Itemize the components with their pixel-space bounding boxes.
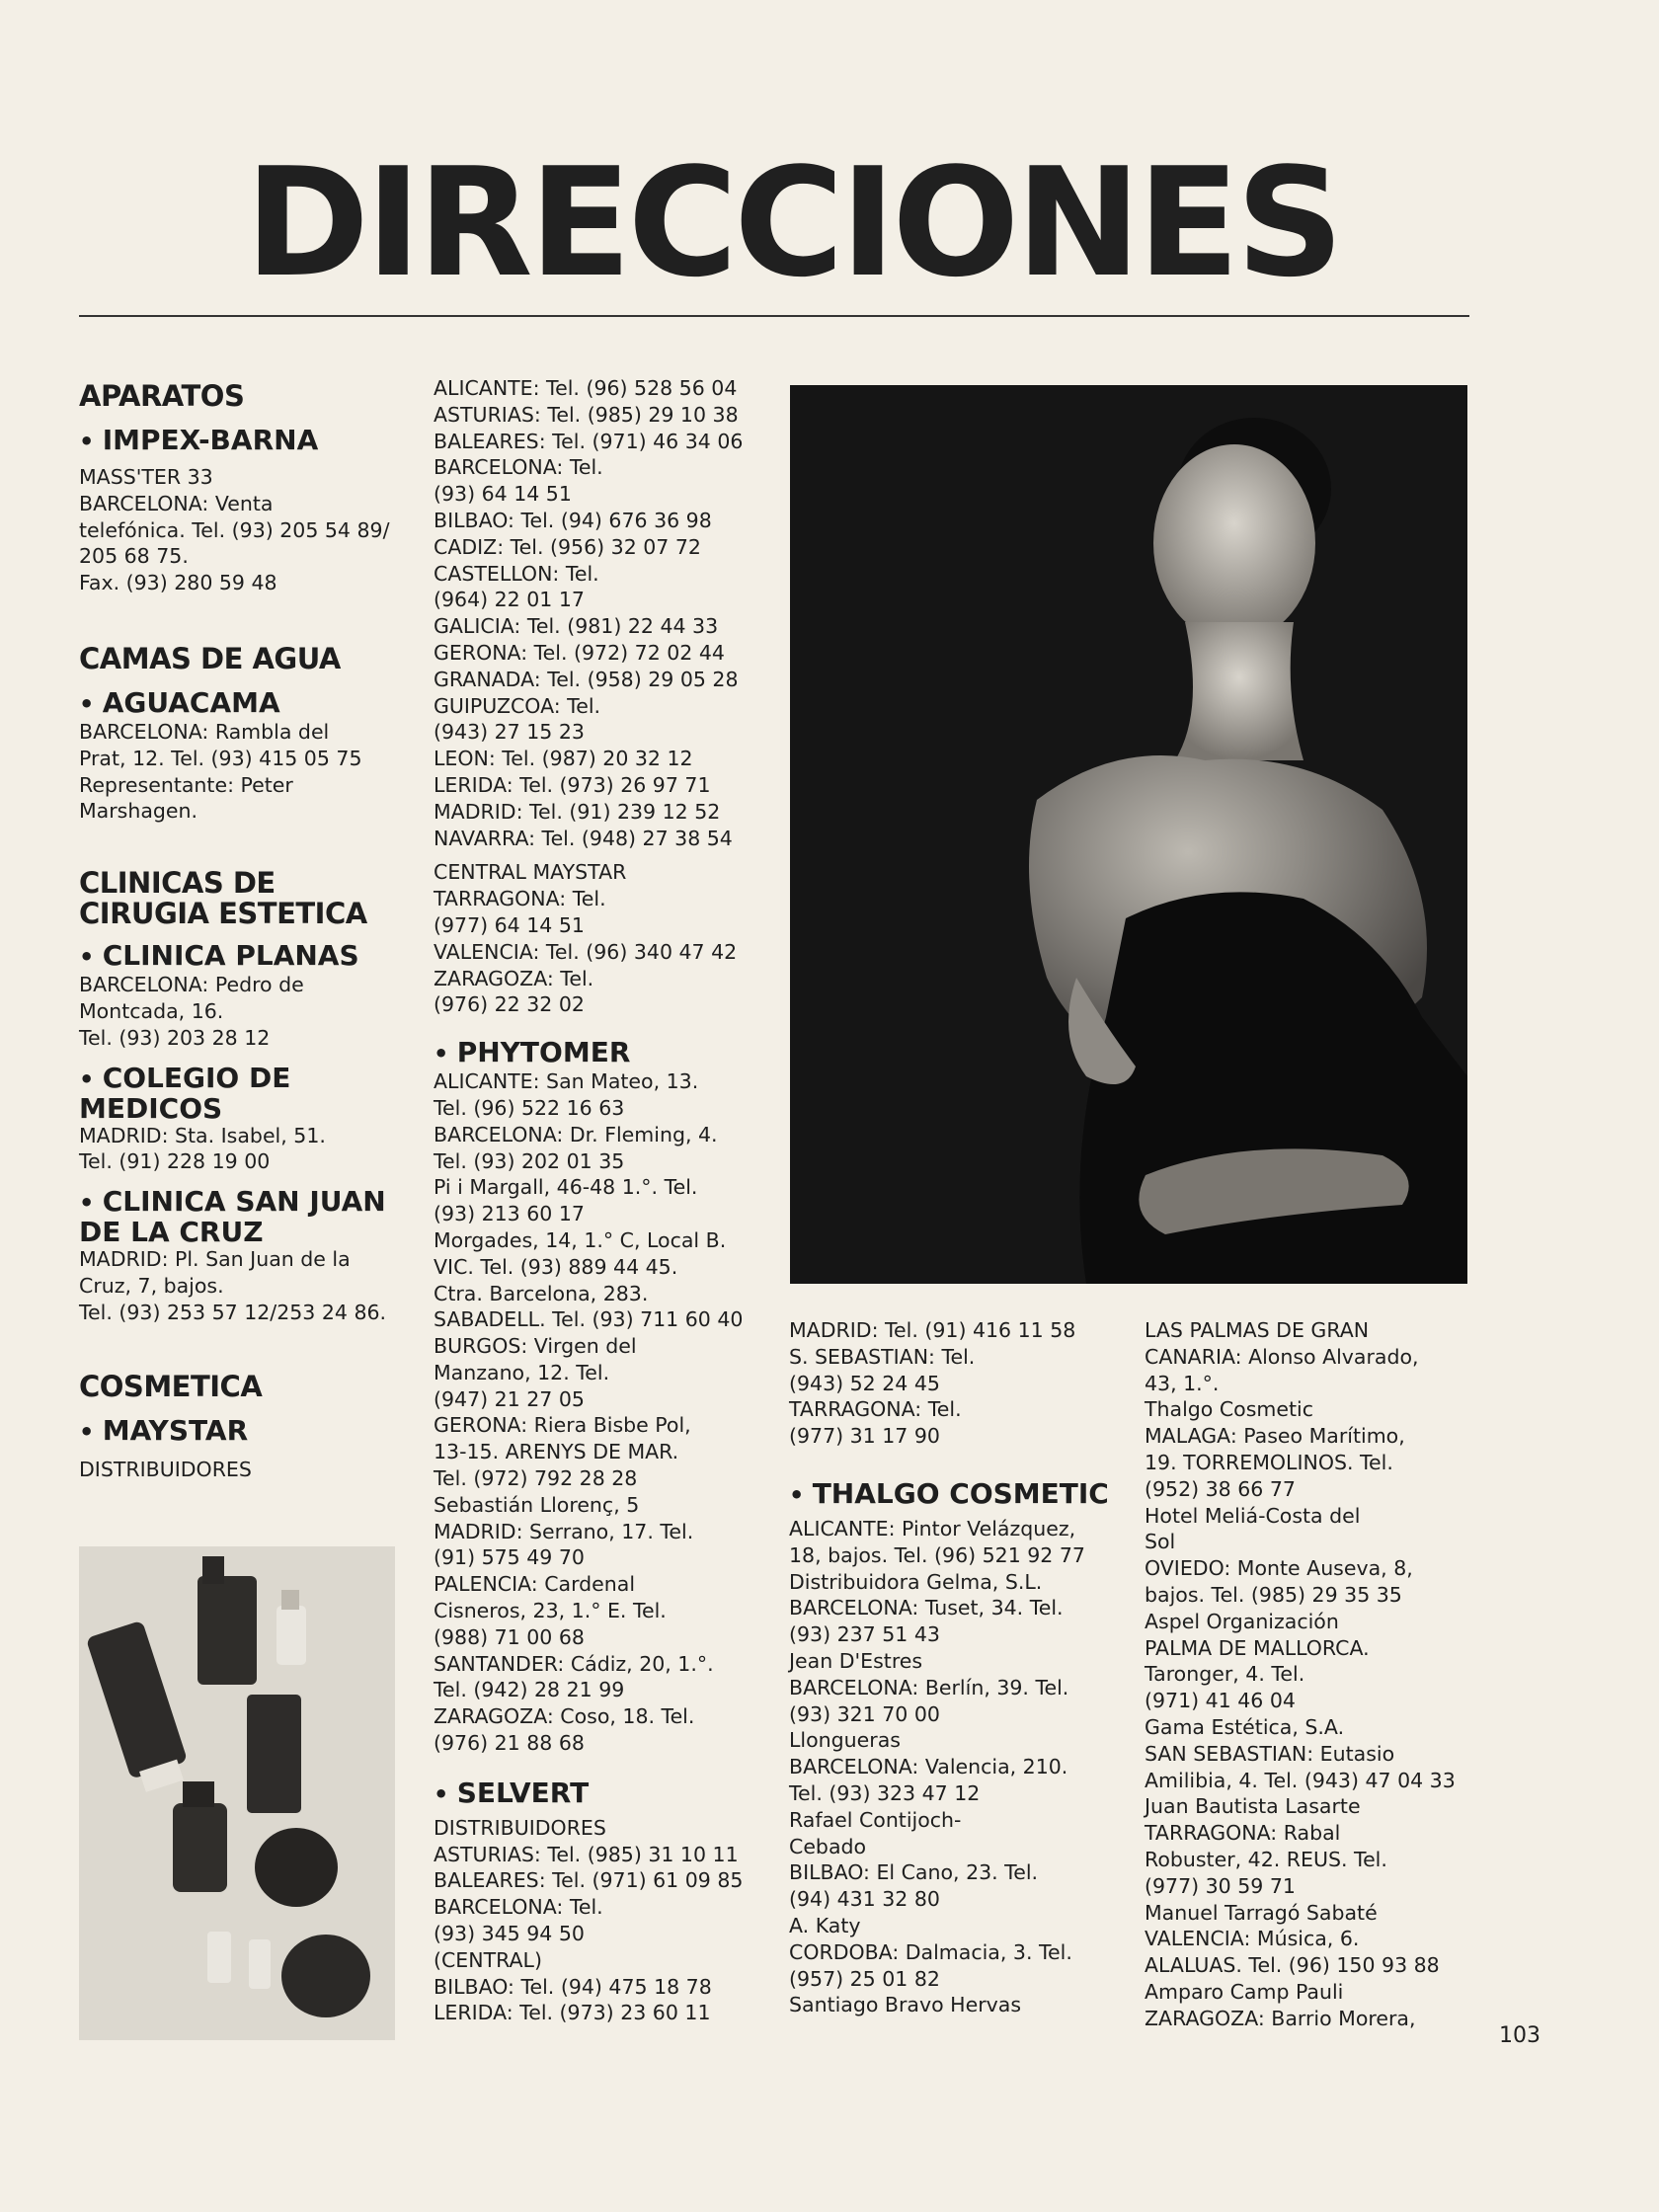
section-heading-cirugia: CIRUGIA ESTETICA — [79, 897, 367, 931]
col4-entry-line: (971) 41 46 04 — [1145, 1689, 1296, 1713]
maystar-entry-line: CASTELLON: Tel. — [434, 561, 599, 586]
col4-entry-line: OVIEDO: Monte Auseva, 8, — [1145, 1556, 1413, 1581]
maystar-entry-line: GERONA: Tel. (972) 72 02 44 — [434, 640, 725, 665]
col4-entry-line: SAN SEBASTIAN: Eutasio — [1145, 1741, 1395, 1766]
thalgo-entry-line: (93) 321 70 00 — [789, 1701, 940, 1726]
brand-colegio-de-medicos: • COLEGIO DE — [79, 1064, 390, 1094]
col4-entry-line: TARRAGONA: Rabal — [1145, 1821, 1341, 1846]
entry-line: Representante: Peter — [79, 772, 293, 797]
entry-line: Marshagen. — [79, 799, 198, 824]
entry-line: Tel. (91) 228 19 00 — [79, 1149, 271, 1174]
brand-impex-barna: • IMPEX-BARNA — [79, 426, 390, 456]
maystar-entry-line: GALICIA: Tel. (981) 22 44 33 — [434, 614, 719, 639]
col4-entry-line: (977) 30 59 71 — [1145, 1873, 1296, 1898]
selvert-entry-line: BILBAO: Tel. (94) 475 18 78 — [434, 1974, 712, 1999]
entry-line: Tel. (93) 253 57 12/253 24 86. — [79, 1300, 387, 1324]
thalgo-entry-line: CORDOBA: Dalmacia, 3. Tel. — [789, 1939, 1072, 1964]
maystar-entry-line: LEON: Tel. (987) 20 32 12 — [434, 747, 693, 771]
maystar-entry-line: MADRID: Tel. (91) 239 12 52 — [434, 799, 721, 824]
section-heading-cosmetica: COSMETICA — [79, 1369, 263, 1403]
col3-entry-line: MADRID: Tel. (91) 416 11 58 — [789, 1318, 1076, 1342]
central-entry-line: VALENCIA: Tel. (96) 340 47 42 — [434, 939, 738, 964]
brand-maystar: • MAYSTAR — [79, 1416, 390, 1447]
phytomer-entry-line: VIC. Tel. (93) 889 44 45. — [434, 1254, 678, 1279]
central-entry-line: ZARAGOZA: Tel. — [434, 966, 594, 990]
maystar-entry-line: (943) 27 15 23 — [434, 720, 585, 745]
phytomer-entry-line: Sebastián Llorenç, 5 — [434, 1492, 640, 1517]
portrait-photo — [790, 385, 1467, 1284]
col4-entry-line: 19. TORREMOLINOS. Tel. — [1145, 1450, 1393, 1474]
col4-entry-line: 43, 1.°. — [1145, 1371, 1220, 1395]
brand-clinica-san-juan-cont: DE LA CRUZ — [79, 1216, 264, 1249]
entry-line: telefónica. Tel. (93) 205 54 89/ — [79, 517, 390, 542]
thalgo-entry-line: BARCELONA: Berlín, 39. Tel. — [789, 1675, 1069, 1699]
col4-entry-line: PALMA DE MALLORCA. — [1145, 1635, 1370, 1660]
col4-entry-line: Thalgo Cosmetic — [1145, 1397, 1313, 1422]
central-entry-line: (977) 64 14 51 — [434, 912, 585, 937]
phytomer-entry-line: Tel. (96) 522 16 63 — [434, 1095, 625, 1120]
maystar-entry-line: NAVARRA: Tel. (948) 27 38 54 — [434, 826, 733, 850]
column-3 — [789, 1317, 1109, 2018]
col4-entry-line: VALENCIA: Música, 6. — [1145, 1927, 1360, 1951]
selvert-entry-line: BALEARES: Tel. (971) 61 09 85 — [434, 1868, 744, 1893]
col4-entry-line: Juan Bautista Lasarte — [1145, 1794, 1361, 1819]
col4-entry-line: bajos. Tel. (985) 29 35 35 — [1145, 1582, 1402, 1607]
phytomer-entry-line: Manzano, 12. Tel. — [434, 1360, 610, 1384]
phytomer-entry-line: Tel. (972) 792 28 28 — [434, 1466, 638, 1491]
col4-entry-line: ALALUAS. Tel. (96) 150 93 88 — [1145, 1953, 1440, 1978]
entry-line: 205 68 75. — [79, 544, 189, 569]
maystar-distribuidores: DISTRIBUIDORES — [79, 1457, 252, 1481]
col3-entry-line: S. SEBASTIAN: Tel. — [789, 1344, 976, 1369]
brand-phytomer: • PHYTOMER — [434, 1038, 743, 1068]
maystar-entry-line: LERIDA: Tel. (973) 26 97 71 — [434, 772, 711, 797]
column-2 — [434, 375, 743, 2026]
central-entry-line: TARRAGONA: Tel. — [434, 887, 606, 911]
phytomer-entry-line: Tel. (93) 202 01 35 — [434, 1148, 625, 1173]
thalgo-entry-line: BARCELONA: Tuset, 34. Tel. — [789, 1596, 1064, 1620]
thalgo-entry-line: Tel. (93) 323 47 12 — [789, 1780, 981, 1805]
thalgo-entry-line: (94) 431 32 80 — [789, 1887, 940, 1912]
phytomer-entry-line: Tel. (942) 28 21 99 — [434, 1678, 625, 1702]
phytomer-entry-line: MADRID: Serrano, 17. Tel. — [434, 1519, 694, 1543]
entry-line: BARCELONA: Pedro de — [79, 973, 304, 997]
phytomer-entry-line: Pi i Margall, 46-48 1.°. Tel. — [434, 1175, 698, 1200]
selvert-entry-line: (93) 345 94 50 — [434, 1922, 585, 1946]
phytomer-entry-line: ALICANTE: San Mateo, 13. — [434, 1069, 699, 1094]
thalgo-entry-line: ALICANTE: Pintor Velázquez, — [789, 1516, 1076, 1540]
thalgo-entry-line: BARCELONA: Valencia, 210. — [789, 1755, 1068, 1779]
phytomer-entry-line: ZARAGOZA: Coso, 18. Tel. — [434, 1704, 695, 1729]
col3-entry-line: TARRAGONA: Tel. — [789, 1397, 962, 1422]
phytomer-entry-line: Ctra. Barcelona, 283. — [434, 1281, 649, 1305]
aparatos-entry — [79, 464, 390, 596]
section-heading-clinicas: CLINICAS DE — [79, 866, 276, 901]
central-entry-line: (976) 22 32 02 — [434, 992, 585, 1017]
maystar-entry-line: (964) 22 01 17 — [434, 588, 585, 612]
col4-entry-line: Robuster, 42. REUS. Tel. — [1145, 1847, 1387, 1871]
thalgo-entry-line: Cebado — [789, 1834, 867, 1858]
selvert-entry-line: BARCELONA: Tel. — [434, 1895, 603, 1920]
col3-entry-line: (977) 31 17 90 — [789, 1424, 940, 1449]
brand-clinica-san-juan: • CLINICA SAN JUAN — [79, 1187, 390, 1218]
col4-entry-line: LAS PALMAS DE GRAN — [1145, 1318, 1370, 1342]
col4-entry-line: Amilibia, 4. Tel. (943) 47 04 33 — [1145, 1768, 1456, 1792]
section-heading-camas-de-agua: CAMAS DE AGUA — [79, 641, 341, 675]
entry-line: MADRID: Sta. Isabel, 51. — [79, 1123, 326, 1147]
maystar-entry-line: CADIZ: Tel. (956) 32 07 72 — [434, 534, 701, 559]
selvert-entry-line: ASTURIAS: Tel. (985) 31 10 11 — [434, 1842, 739, 1866]
entry-line: Prat, 12. Tel. (93) 415 05 75 — [79, 746, 362, 770]
cosmetic-products-photo — [79, 1546, 395, 2040]
phytomer-entry-line: (988) 71 00 68 — [434, 1624, 585, 1649]
phytomer-entry-line: PALENCIA: Cardenal — [434, 1572, 636, 1597]
entry-line: BARCELONA: Venta — [79, 491, 274, 515]
maystar-entry-line: ASTURIAS: Tel. (985) 29 10 38 — [434, 402, 739, 427]
thalgo-entry-line: Jean D'Estres — [789, 1648, 923, 1673]
maystar-entry-line: BALEARES: Tel. (971) 46 34 06 — [434, 429, 744, 453]
entry-line: Cruz, 7, bajos. — [79, 1273, 224, 1298]
phytomer-entry-line: SANTANDER: Cádiz, 20, 1.°. — [434, 1651, 714, 1676]
brand-selvert: • SELVERT — [434, 1778, 743, 1809]
thalgo-entry-line: (93) 237 51 43 — [789, 1622, 940, 1647]
col4-entry-line: CANARIA: Alonso Alvarado, — [1145, 1344, 1419, 1369]
thalgo-entry-line: A. Katy — [789, 1913, 861, 1937]
phytomer-entry-line: Morgades, 14, 1.° C, Local B. — [434, 1227, 727, 1252]
brand-clinica-planas: • CLINICA PLANAS — [79, 941, 390, 972]
entry-line: BARCELONA: Rambla del — [79, 719, 330, 744]
phytomer-entry-line: GERONA: Riera Bisbe Pol, — [434, 1413, 691, 1438]
brand-thalgo-cosmetic: • THALGO COSMETIC — [789, 1479, 1109, 1510]
thalgo-entry-line: Llongueras — [789, 1728, 901, 1753]
maystar-entry-line: BILBAO: Tel. (94) 676 36 98 — [434, 508, 712, 532]
phytomer-entry-line: 13-15. ARENYS DE MAR. — [434, 1440, 679, 1464]
phytomer-entry-line: BARCELONA: Dr. Fleming, 4. — [434, 1122, 718, 1146]
col4-entry-line: Amparo Camp Pauli — [1145, 1979, 1344, 2004]
col4-entry-line: ZARAGOZA: Barrio Morera, — [1145, 2006, 1416, 2030]
phytomer-entry-line: (947) 21 27 05 — [434, 1386, 585, 1411]
phytomer-entry-line: (976) 21 88 68 — [434, 1731, 585, 1756]
phytomer-entry-line: BURGOS: Virgen del — [434, 1334, 637, 1359]
page-number: 103 — [1499, 2023, 1540, 2048]
selvert-entry-line: DISTRIBUIDORES — [434, 1815, 606, 1840]
entry-line: MASS'TER 33 — [79, 465, 213, 489]
maystar-entry-line: GRANADA: Tel. (958) 29 05 28 — [434, 667, 739, 691]
col4-entry-line: Sol — [1145, 1530, 1176, 1554]
phytomer-entry-line: (91) 575 49 70 — [434, 1545, 585, 1570]
maystar-entry-line: (93) 64 14 51 — [434, 482, 572, 507]
camas-entry — [79, 719, 390, 825]
col4-entry-line: Taronger, 4. Tel. — [1145, 1662, 1305, 1687]
selvert-entry-line: LERIDA: Tel. (973) 23 60 11 — [434, 2001, 711, 2025]
maystar-entry-line: ALICANTE: Tel. (96) 528 56 04 — [434, 376, 738, 400]
section-heading-aparatos: APARATOS — [79, 379, 245, 413]
phytomer-entry-line: Cisneros, 23, 1.° E. Tel. — [434, 1599, 667, 1623]
central-entry-line: CENTRAL MAYSTAR — [434, 860, 627, 885]
col4-entry-line: Hotel Meliá-Costa del — [1145, 1503, 1361, 1528]
column-4 — [1145, 1317, 1456, 2032]
selvert-entry-line: (CENTRAL) — [434, 1947, 542, 1972]
col3-entry-line: (943) 52 24 45 — [789, 1371, 940, 1395]
col4-entry-line: Manuel Tarragó Sabaté — [1145, 1900, 1378, 1925]
page-title: DIRECCIONES — [245, 135, 1340, 310]
entry-line: Montcada, 16. — [79, 998, 224, 1023]
brand-colegio-de-medicos-cont: MEDICOS — [79, 1091, 223, 1125]
thalgo-entry-line: 18, bajos. Tel. (96) 521 92 77 — [789, 1542, 1085, 1567]
col4-entry-line: MALAGA: Paseo Marítimo, — [1145, 1424, 1405, 1449]
thalgo-entry-line: Rafael Contijoch- — [789, 1807, 962, 1832]
maystar-entry-line: GUIPUZCOA: Tel. — [434, 693, 601, 718]
entry-line: Tel. (93) 203 28 12 — [79, 1025, 271, 1050]
phytomer-entry-line: (93) 213 60 17 — [434, 1202, 585, 1226]
col4-entry-line: (952) 38 66 77 — [1145, 1476, 1296, 1501]
phytomer-entry-line: SABADELL. Tel. (93) 711 60 40 — [434, 1307, 744, 1332]
thalgo-entry-line: BILBAO: El Cano, 23. Tel. — [789, 1860, 1039, 1885]
thalgo-entry-line: (957) 25 01 82 — [789, 1966, 940, 1991]
maystar-entry-line: BARCELONA: Tel. — [434, 455, 603, 480]
thalgo-entry-line: Distribuidora Gelma, S.L. — [789, 1569, 1043, 1594]
col4-entry-line: Aspel Organización — [1145, 1609, 1339, 1633]
thalgo-entry-line: Santiago Bravo Hervas — [789, 1993, 1022, 2017]
entry-line: MADRID: Pl. San Juan de la — [79, 1247, 351, 1272]
col4-entry-line: Gama Estética, S.A. — [1145, 1714, 1345, 1739]
column-1 — [79, 381, 390, 1482]
brand-aguacama: • AGUACAMA — [79, 688, 390, 719]
entry-line: Fax. (93) 280 59 48 — [79, 571, 277, 595]
title-rule — [79, 315, 1469, 317]
